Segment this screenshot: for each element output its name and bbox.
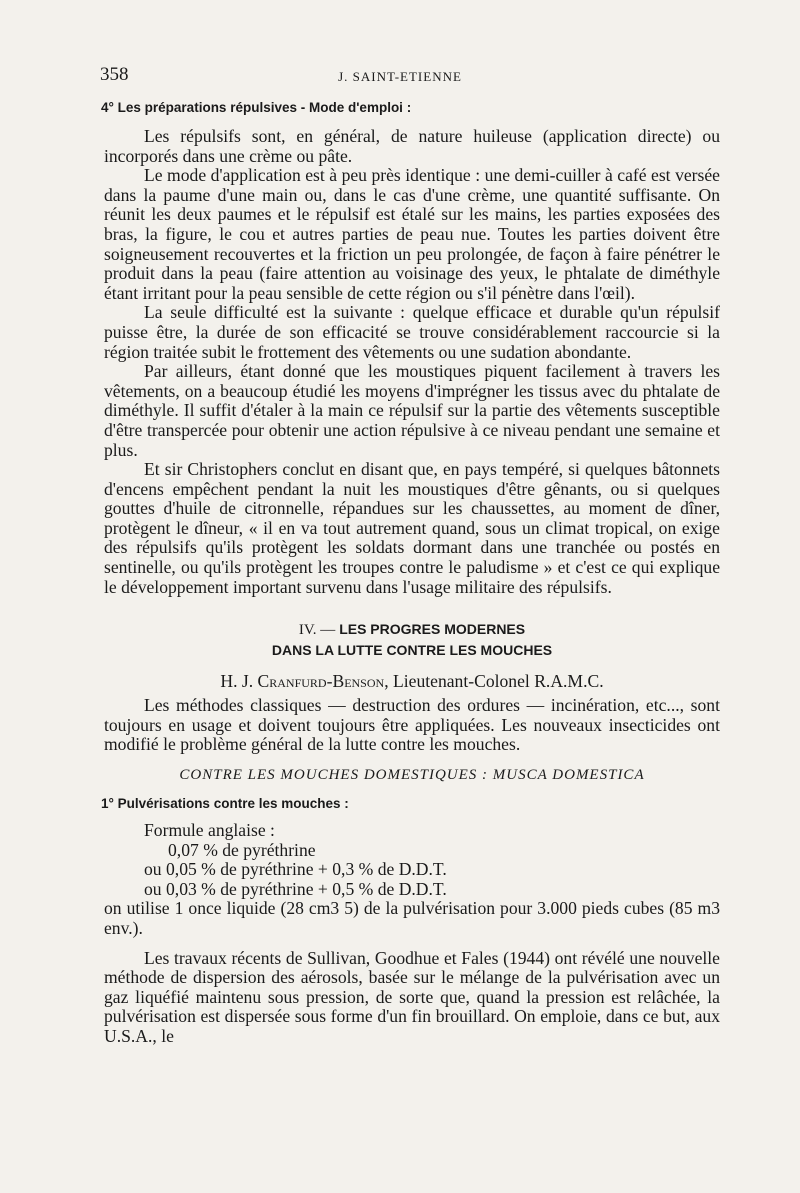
author-line xyxy=(104,670,720,692)
paragraph: La seule difficulté est la suivante : quelque efficace et durable qu'un répulsif puisse être, la durée de son efficacité se trouve considérablement raccourcie si la région traitée subit le frottement des vêtements ou une sudation abondante. xyxy=(104,302,720,362)
author-rank: Lieutenant-Colonel R.A.M.C. xyxy=(393,671,604,692)
paragraph: Par ailleurs, étant donné que les moustiques piquent facilement à travers les vêtements, on a beaucoup étudié les moyens d'imprégner les tissus avec du phtalate de diméthyle. Il suffit d'étaler à la main ce répulsif sur la partie des vêtements susceptible d'être transpercée pour obtenir une action répulsive à ce niveau pendant une semaine et plus. xyxy=(104,361,720,460)
paragraph: Les travaux récents de Sullivan, Goodhue et Fales (1944) ont révélé une nouvelle méthode de dispersion des aérosols, basée sur le mélange de la pulvérisation avec un gaz liquéfié maintenu sous pression, de sorte que, quand la pression est relâchée, la pulvérisation est dispersée sous forme d'un fin brouillard. On emploie, dans ce but, aux U.S.A., le xyxy=(104,947,720,1046)
subsection-title: CONTRE LES MOUCHES DOMESTIQUES : MUSCA DOMESTICA xyxy=(179,767,645,784)
formula-line: 0,07 % de pyréthrine xyxy=(168,839,316,860)
section-heading-repellents: 4° Les préparations répulsives - Mode d'emploi : xyxy=(101,100,412,115)
section-heading-sprays: 1° Pulvérisations contre les mouches : xyxy=(101,796,349,812)
chapter-number: IV. — xyxy=(298,622,336,639)
paragraph: Les répulsifs sont, en général, de nature huileuse (application directe) ou incorporés dans une crème ou pâte. xyxy=(104,126,720,166)
chapter-intro: Les méthodes classiques — destruction des ordures — incinération, etc..., sont toujours en usage et doivent toujours être appliquées. Les nouveaux insecticides ont modifié le problème général de la lutte contre les mouches. xyxy=(104,695,720,755)
formula-block xyxy=(104,821,720,899)
page-body xyxy=(101,100,720,1047)
page-number: 358 xyxy=(100,64,129,85)
paragraph: Et sir Christophers conclut en disant que, en pays tempéré, si quelques bâtonnets d'encens empêchent pendant la nuit les moustiques d'être gênants, ou si quelques gouttes d'huile de citronnelle, répandues sur les chaussettes, au moment de dîner, protègent le dîneur, « il en va tout autrement quand, sous un climat tropical, on exige des répulsifs qu'ils protègent les soldats dormant dans une tranchée ou postés en sentinelle, ou qu'ils protègent les troupes contre le paludisme » et c'est ce qui explique le développement important survenu dans l'usage militaire des répulsifs. xyxy=(104,459,720,597)
formula-intro: Formule anglaise : xyxy=(144,820,275,841)
running-header xyxy=(100,64,700,88)
formula-line: ou 0,05 % de pyréthrine + 0,3 % de D.D.T. xyxy=(144,859,447,880)
paragraph: Le mode d'application est à peu près identique : une demi-cuiller à café est versée dans la paume d'une main ou, dans le cas d'une crème, une quantité suffisante. On réunit les deux paumes et le répulsif est étalé sur les mains, les parties exposées des bras, la figure, le cou et autres parties de peau nue. Toutes les parties doivent être soigneusement recouvertes et la friction un peu prolongée, de façon à faire pénétrer le produit dans la peau (faire attention au voisinage des yeux, le phtalate de diméthyle étant irritant pour la peau sensible de cette région ou s'il pénètre dans l'œil). xyxy=(104,165,720,303)
author-name: Cranfurd-Benson, xyxy=(257,671,389,692)
formula-usage: on utilise 1 once liquide (28 cm3 5) de la pulvérisation pour 3.000 pieds cubes (85 m3 env.). xyxy=(104,898,720,938)
chapter-heading xyxy=(104,619,720,660)
chapter-title-line1: LES PROGRES MODERNES xyxy=(339,621,526,638)
author-initials: H. J. xyxy=(220,671,254,692)
running-title: J. SAINT-ETIENNE xyxy=(338,69,462,84)
formula-line: ou 0,03 % de pyréthrine + 0,5 % de D.D.T. xyxy=(144,878,447,899)
chapter-title-line2: DANS LA LUTTE CONTRE LES MOUCHES xyxy=(271,642,553,659)
